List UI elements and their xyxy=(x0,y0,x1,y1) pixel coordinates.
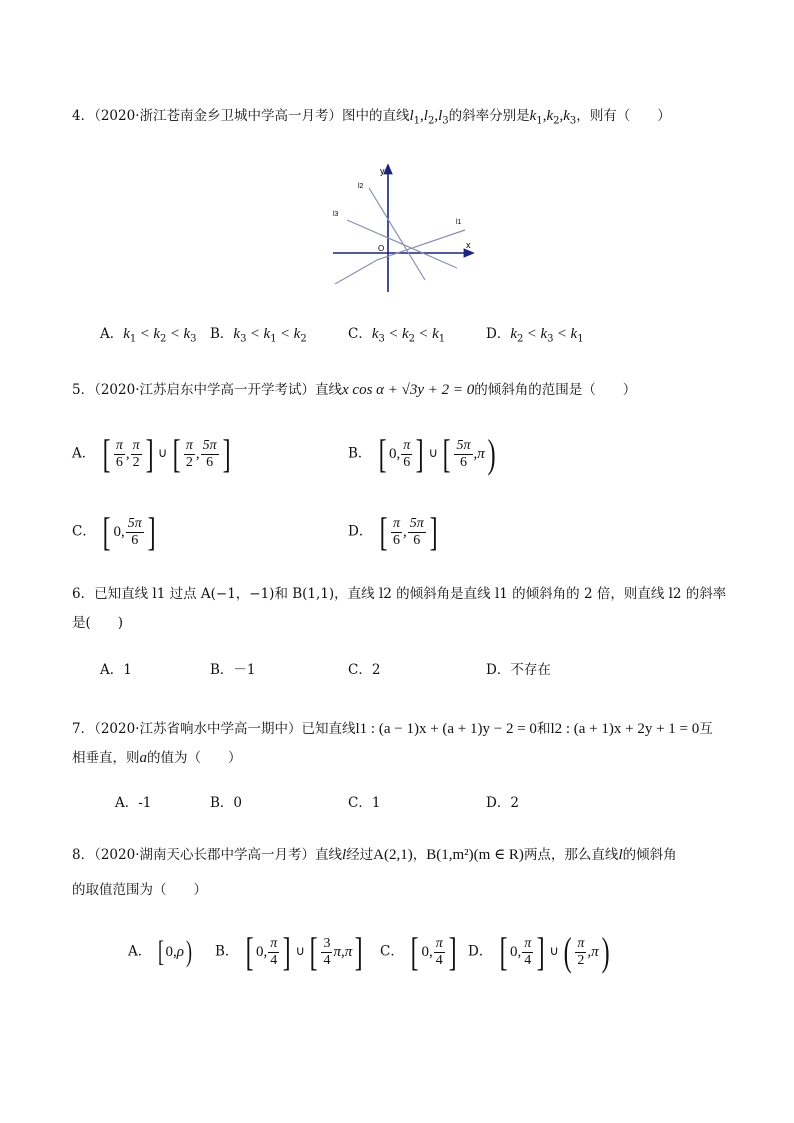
q8-option-d[interactable]: D． [ 0, $\frac{\pi}{4}$ ] ∪ ( $\frac{\pi}{2}$ ,π) xyxy=(468,929,610,974)
q7-and: 和 xyxy=(536,721,551,737)
origin-label: O xyxy=(378,244,385,253)
q7-eq1: l1 : (a − 1)x + (a + 1)y − 2 = 0 xyxy=(355,721,537,737)
q7-line1 xyxy=(72,719,713,739)
q6-option-d[interactable]: D．不存在 xyxy=(486,662,551,678)
q8-line1 xyxy=(72,845,677,865)
q6-option-b[interactable]: B．－1 xyxy=(210,662,256,678)
q5-stem-end: 的倾斜角的范围是（ ） xyxy=(474,382,637,398)
q8-var-1: l xyxy=(342,847,347,863)
q4-stem: 4．（2020·浙江苍南金乡卫城中学高一月考）图中的直线$l_1,l_2,l_3$的斜率分别是$k_1,k_2,k_3$，则有（ ） xyxy=(72,108,671,127)
q7-var: a xyxy=(139,750,147,766)
q5-label-d: D． xyxy=(348,523,373,540)
q5-option-b[interactable]: B． [ 0, $\frac{\pi}{6}$ ] ∪ [ $\frac{5\pi}{6}$ ,π) xyxy=(348,431,496,476)
q7-option-b[interactable]: B．0 xyxy=(210,795,243,811)
line-l2 xyxy=(369,188,425,280)
line-l3 xyxy=(347,220,457,268)
q8-line1-text: 8．（2020·湖南天心长郡中学高一月考）直线 xyxy=(72,847,342,863)
q7-eq2: l2 : (a + 1)x + 2y + 1 = 0 xyxy=(550,721,700,737)
q5-label-b: B． xyxy=(348,445,372,462)
q8-line2: 的取值范围为（ ） xyxy=(72,882,207,898)
q5-stem xyxy=(72,380,636,400)
q7-line2 xyxy=(72,748,242,768)
q5-stem-text: 5．（2020·江苏启东中学高一开学考试）直线 xyxy=(72,382,342,398)
y-label: y xyxy=(380,166,385,176)
q8-mid2: 两点，那么直线 xyxy=(523,847,619,863)
l1-label: l1 xyxy=(456,219,462,226)
q8-point-a: A(2,1) xyxy=(373,847,413,863)
q7-line1-text: 7．（2020·江苏省响水中学高一期中）已知直线 xyxy=(72,721,356,737)
l2-label: l2 xyxy=(358,183,364,190)
q5-option-a[interactable]: A． [ $\frac{\pi}{6}$ , $\frac{\pi}{2}$ ] ∪ [ $\frac{\pi}{2}$ , $\frac{5\pi}{6}$ ] xyxy=(72,431,231,476)
q8-label-b: B． xyxy=(215,943,239,960)
q5-label-c: C． xyxy=(72,523,96,540)
q5-option-c[interactable]: C． [ 0, $\frac{5\pi}{6}$ ] xyxy=(72,509,156,554)
q4-stem-end: ，则有（ ） xyxy=(576,108,671,124)
q4-option-a[interactable]: A．$k_1 < k_2 < k_3$ xyxy=(100,326,197,345)
q4-option-b[interactable]: B．$k_3 < k_1 < k_2$ xyxy=(210,326,307,345)
q8-label-c: C． xyxy=(380,943,404,960)
q8-option-c[interactable]: C． [ 0, $\frac{\pi}{4}$ ] xyxy=(380,929,457,974)
q5-equation: x cos α + √3y + 2 = 0 xyxy=(342,382,475,398)
q4-stem-mid: 的斜率分别是 xyxy=(448,108,530,124)
q8-line1-end: 的倾斜角 xyxy=(622,847,677,863)
q8-comma: ， xyxy=(412,847,427,863)
q8-label-d: D． xyxy=(468,943,493,960)
q4-figure xyxy=(325,160,480,300)
q7-line2-text: 相垂直，则 xyxy=(72,750,140,766)
q4-option-c[interactable]: C．$k_3 < k_2 < k_1$ xyxy=(348,326,446,345)
line-l1-ext xyxy=(335,260,377,284)
x-label: x xyxy=(466,240,471,250)
q7-option-a[interactable]: A．-1 xyxy=(115,795,152,811)
q7-option-c[interactable]: C．1 xyxy=(348,795,381,811)
q8-var-2: l xyxy=(618,847,623,863)
q6-line1: 6．已知直线 l1 过点 A(−1，−1)和 B(1,1)，直线 l2 的倾斜角是直线 l1 的倾斜角的 2 倍，则直线 l2 的斜率 xyxy=(72,586,727,602)
q7-option-d[interactable]: D．2 xyxy=(486,795,519,811)
q4-option-d[interactable]: D．$k_2 < k_3 < k_1$ xyxy=(486,326,584,345)
q8-label-a: A． xyxy=(128,943,152,960)
line-l1 xyxy=(377,230,465,260)
q4-stem-text: 4．（2020·浙江苍南金乡卫城中学高一月考）图中的直线 xyxy=(72,108,410,124)
q5-label-a: A． xyxy=(72,445,96,462)
q8-point-b: B(1,m²)(m ∈ R) xyxy=(426,847,524,863)
q6-option-a[interactable]: A．1 xyxy=(100,662,132,678)
q8-mid1: 经过 xyxy=(346,847,374,863)
q6-option-c[interactable]: C．2 xyxy=(348,662,381,678)
q7-line2-end: 的值为（ ） xyxy=(147,750,242,766)
q5-option-d[interactable]: D． [ $\frac{\pi}{6}$ , $\frac{5\pi}{6}$ ] xyxy=(348,509,438,554)
q8-option-b[interactable]: B． [ 0, $\frac{\pi}{4}$ ] ∪ [ $\frac{3}{4}$ π,π] xyxy=(215,929,363,974)
q7-line1-end: 互 xyxy=(699,721,713,737)
q6-line2: 是( ) xyxy=(72,615,124,631)
q8-option-a[interactable]: A． [ 0,ρ) xyxy=(128,935,192,968)
l3-label: l3 xyxy=(333,211,339,218)
